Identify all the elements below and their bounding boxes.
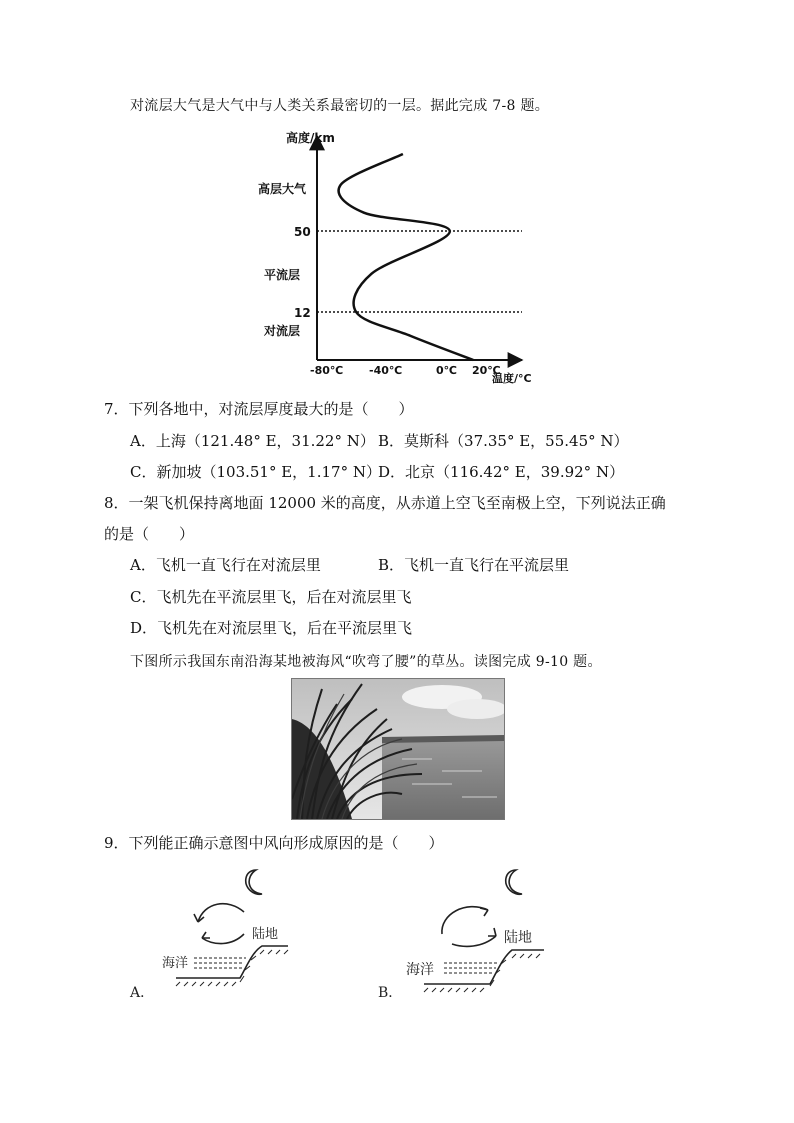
land-label-b: 陆地 [504,930,532,946]
q7-option-a[interactable]: A．上海（121.48° E，31.22° N） [130,432,375,450]
y-axis-label: 高度/km [286,131,335,145]
q8-option-b[interactable]: B．飞机一直飞行在平流层里 [378,556,570,574]
intro-7-8: 对流层大气是大气中与人类关系最密切的一层。据此完成 7-8 题。 [130,98,550,114]
x-axis-label: 温度/°C [492,372,532,385]
grass-photo [291,678,505,820]
circulation-arrow-top [442,907,488,934]
q8-stem-line2: 的是（ ） [104,525,195,543]
q7-stem: 7．下列各地中，对流层厚度最大的是（ ） [104,400,414,418]
land-label-a: 陆地 [252,927,279,942]
chart-svg [250,126,540,388]
q9-diagram-b[interactable] [376,862,552,1002]
coastline [424,950,544,984]
option-b-label: B． [378,985,403,1001]
layer-label-troposphere: 对流层 [264,324,301,338]
diagram-a-svg [128,862,298,1002]
atmosphere-temperature-chart [250,126,540,388]
q7-option-c[interactable]: C．新加坡（103.51° E，1.17° N） [130,463,381,481]
moon-icon [246,870,262,894]
q9-diagram-a[interactable] [128,862,298,1002]
grass-photo-svg [292,679,504,819]
q9-stem: 9．下列能正确示意图中风向形成原因的是（ ） [104,834,444,852]
q8-option-c[interactable]: C．飞机先在平流层里飞，后在对流层里飞 [130,588,412,606]
q7-option-d[interactable]: D．北京（116.42° E，39.92° N） [378,463,625,481]
layer-label-stratosphere: 平流层 [264,268,301,282]
diagram-b-svg [376,862,552,1002]
layer-label-upper: 高层大气 [258,182,307,196]
intro-9-10: 下图所示我国东南沿海某地被海风“吹弯了腰”的草丛。读图完成 9-10 题。 [130,654,602,670]
circulation-arrow-top [198,904,244,922]
sea-label-b: 海洋 [406,962,434,978]
y-tick-50: 50 [294,225,311,239]
circulation-arrow-bottom [452,936,496,946]
x-tick-20: 20℃ [472,364,501,377]
y-tick-12: 12 [294,306,311,320]
x-tick-neg80: -80℃ [310,364,344,377]
x-tick-neg40: -40℃ [369,364,403,377]
option-a-label: A． [130,985,155,1001]
x-tick-0: 0℃ [436,364,457,377]
q8-option-d[interactable]: D．飞机先在对流层里飞，后在平流层里飞 [130,619,413,637]
q8-stem-line1: 8．一架飞机保持离地面 12000 米的高度，从赤道上空飞至南极上空，下列说法正确 [104,494,666,512]
q7-option-b[interactable]: B．莫斯科（37.35° E，55.45° N） [378,432,629,450]
q8-option-a[interactable]: A．飞机一直飞行在对流层里 [130,556,321,574]
temperature-curve [339,154,474,360]
moon-icon [506,870,522,894]
sea-label-a: 海洋 [162,956,189,971]
